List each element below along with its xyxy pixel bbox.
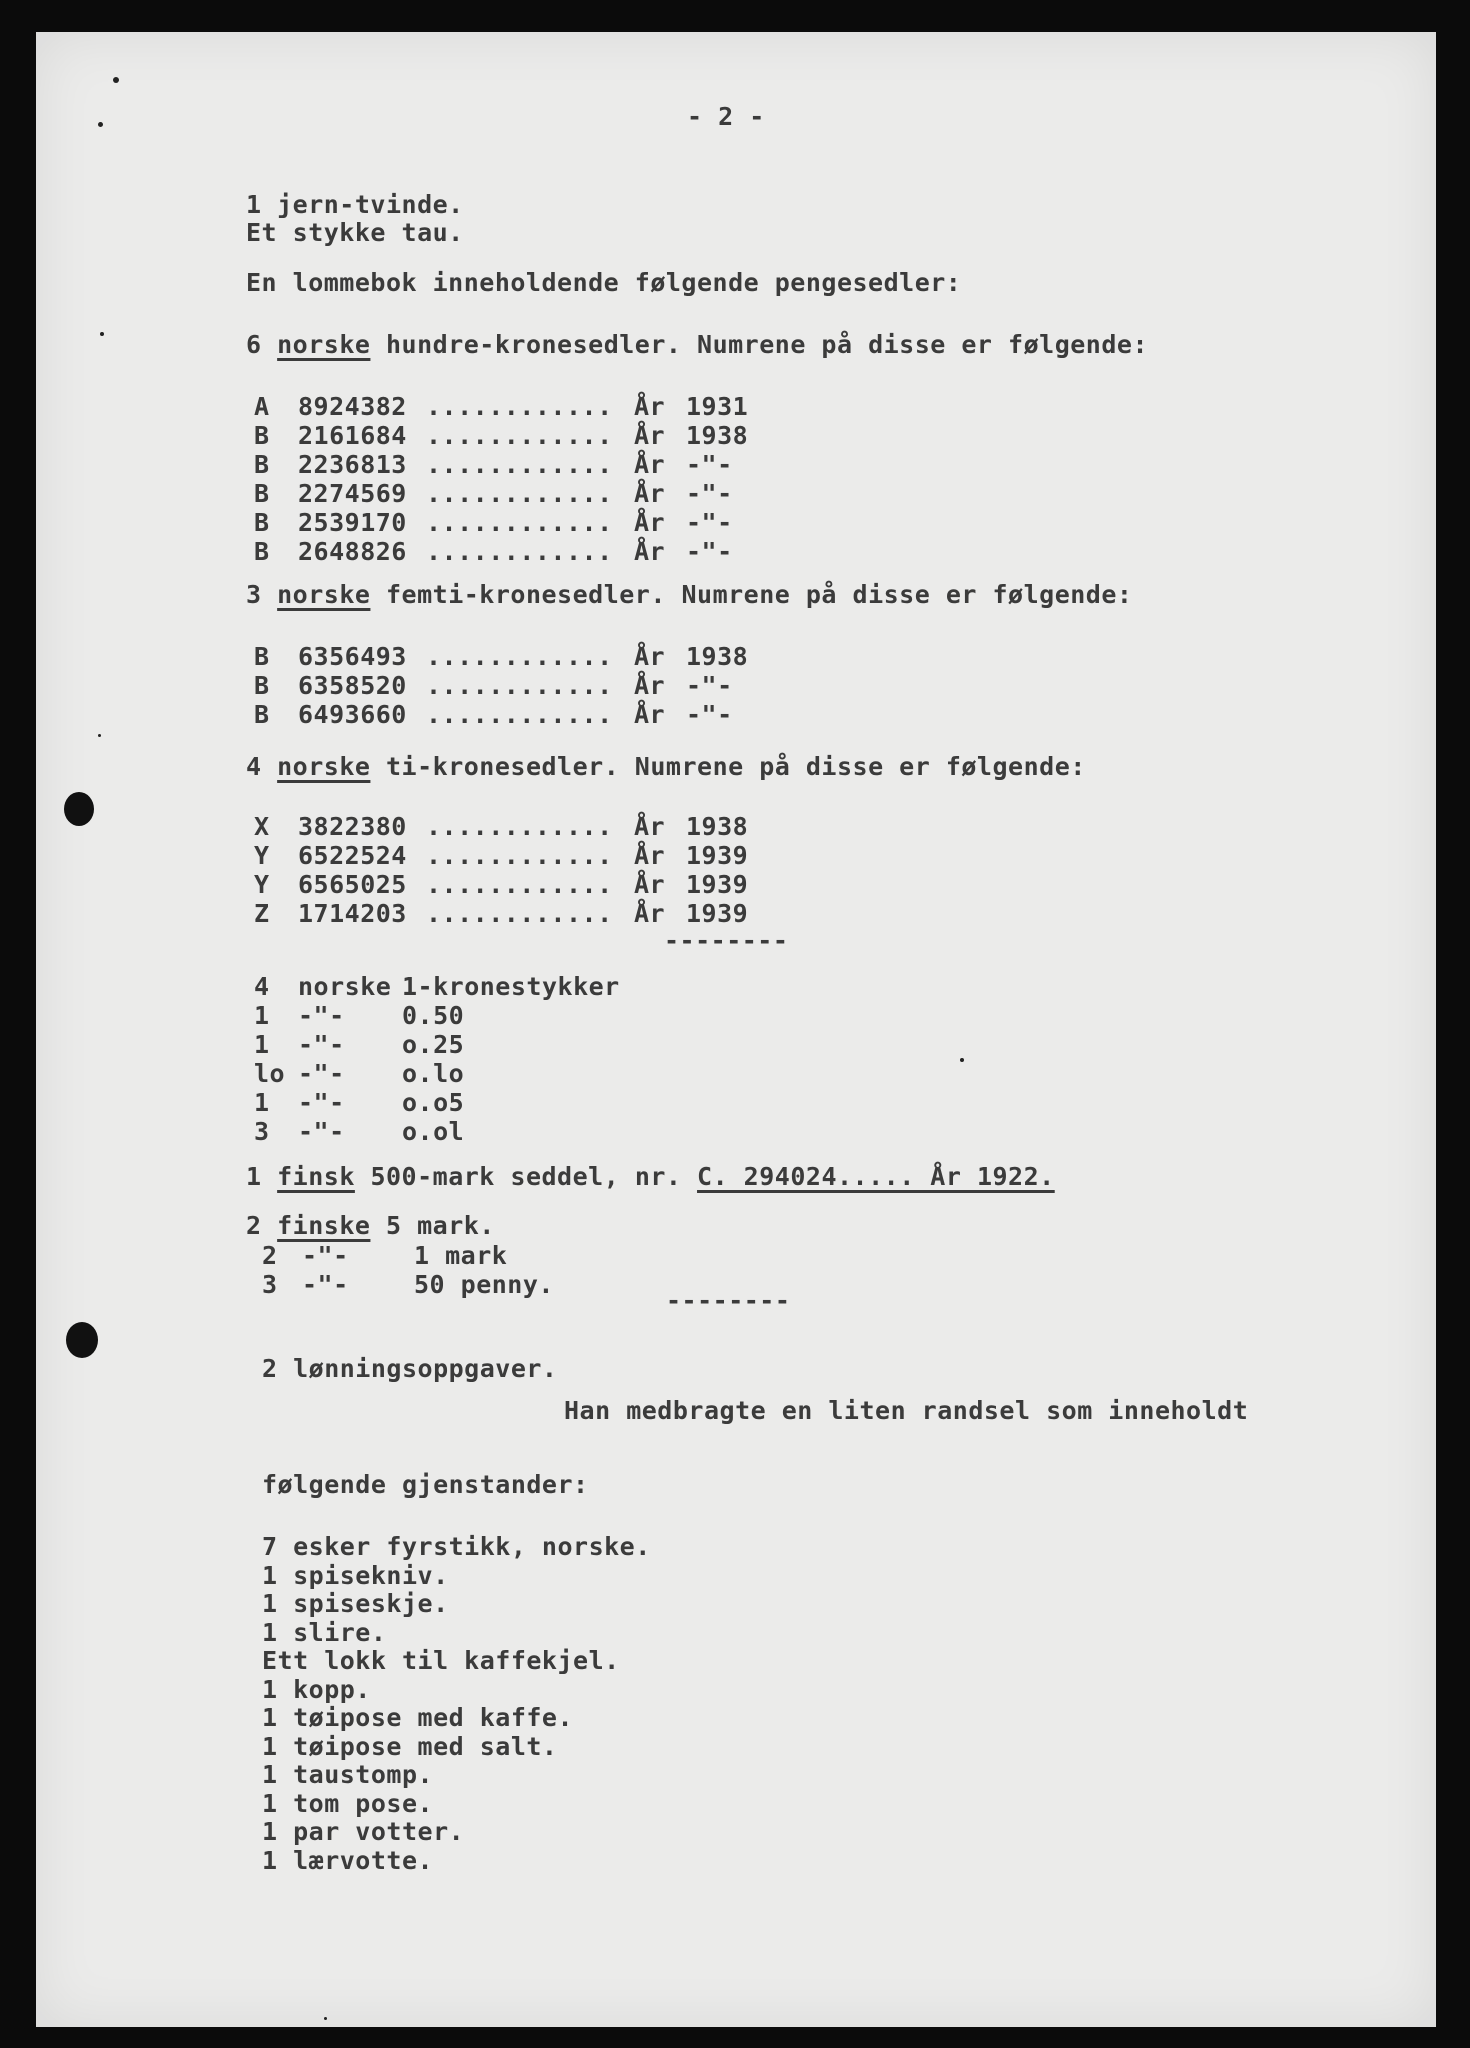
note-number: 6522524 [298, 841, 407, 870]
backpack-item: 1 spisekniv. [262, 1560, 449, 1590]
note-series: B [254, 508, 270, 537]
note-dots: ............ [426, 870, 613, 899]
fifty-heading [246, 580, 1132, 609]
backpack-item: 1 par votter. [262, 1817, 465, 1846]
note-number: 2161684 [298, 421, 407, 450]
note-dots: ............ [426, 479, 613, 508]
coin-qty: 1 [254, 1001, 270, 1030]
note-year-label: År [634, 899, 666, 928]
payslips-line: 2 lønningsoppgaver. [262, 1354, 558, 1383]
finnish-coin-value: 1 mark [414, 1241, 508, 1270]
note-series: Z [254, 899, 270, 928]
backpack-item: 1 slire. [262, 1617, 387, 1647]
note-series: B [254, 642, 270, 671]
note-year: -"- [686, 479, 733, 508]
coin-value: 0.50 [402, 1001, 465, 1030]
speck [324, 2017, 327, 2020]
note-year: -"- [686, 671, 733, 700]
backpack-heading: følgende gjenstander: [262, 1470, 589, 1499]
backpack-item: 1 lærvotte. [262, 1845, 434, 1875]
note-year-label: År [634, 700, 666, 729]
note-year-label: År [634, 450, 666, 479]
hundred-rest: hundre-kronesedler. Numrene på disse er følgende: [370, 330, 1149, 359]
finnish-coin-qty: 2 [262, 1241, 278, 1270]
note-dots: ............ [426, 421, 613, 450]
note-series: Y [254, 870, 270, 899]
note-year-label: År [634, 508, 666, 537]
note-year-label: År [634, 671, 666, 700]
note-series: B [254, 671, 270, 700]
finnish-coins-line [246, 1211, 495, 1240]
note-dots: ............ [426, 508, 613, 537]
finnish-note-reference: C. 294024..... År 1922. [697, 1162, 1055, 1191]
coin-qty: 1 [254, 1030, 270, 1059]
note-number: 6358520 [298, 671, 407, 700]
coin-kind: -"- [298, 1117, 345, 1146]
note-series: X [254, 812, 270, 841]
fifty-rest: femti-kronesedler. Numrene på disse er følgende: [370, 580, 1133, 609]
coin-value: o.lo [402, 1059, 465, 1088]
note-year: 1939 [686, 870, 749, 899]
coin-kind: -"- [298, 1030, 345, 1059]
hundred-adjective: norske [277, 330, 371, 359]
note-number: 6356493 [298, 642, 407, 671]
finnish-note-line [246, 1162, 1055, 1191]
note-year-label: År [634, 537, 666, 566]
note-series: B [254, 479, 270, 508]
note-year: -"- [686, 537, 733, 566]
separator: -------- [664, 926, 789, 955]
note-year: 1938 [686, 421, 749, 450]
note-number: 2539170 [298, 508, 407, 537]
ten-heading [246, 752, 1086, 781]
note-dots: ............ [426, 841, 613, 870]
document-page [36, 32, 1436, 2027]
coin-value: o.ol [402, 1117, 465, 1146]
backpack-item: 1 taustomp. [262, 1760, 434, 1789]
hundred-heading [246, 330, 1148, 359]
note-number: 6565025 [298, 870, 407, 899]
intro-line: Et stykke tau. [246, 218, 464, 247]
note-year-label: År [634, 870, 666, 899]
finnish-coin-qty: 3 [262, 1270, 278, 1299]
note-series: B [254, 537, 270, 566]
coin-kind: -"- [298, 1088, 345, 1117]
note-number: 2236813 [298, 450, 407, 479]
note-dots: ............ [426, 700, 613, 729]
coin-kind: norske [298, 972, 392, 1001]
finnish-note-count: 1 [246, 1162, 262, 1191]
coin-value: o.o5 [402, 1088, 465, 1117]
backpack-item: 7 esker fyrstikk, norske. [262, 1532, 651, 1561]
speck [100, 332, 104, 336]
note-dots: ............ [426, 642, 613, 671]
intro-line: 1 jern-tvinde. [246, 190, 464, 219]
note-number: 3822380 [298, 812, 407, 841]
note-year: 1939 [686, 841, 749, 870]
finnish-note-adjective: finsk [277, 1162, 355, 1191]
fifty-count: 3 [246, 580, 262, 609]
note-number: 1714203 [298, 899, 407, 928]
speck [98, 734, 101, 737]
speck [960, 1058, 964, 1062]
ten-count: 4 [246, 752, 262, 781]
coin-qty: 1 [254, 1088, 270, 1117]
note-year: 1931 [686, 392, 749, 421]
backpack-item: 1 tøipose med salt. [262, 1731, 558, 1761]
note-dots: ............ [426, 450, 613, 479]
note-year: -"- [686, 508, 733, 537]
finnish-coin-kind: -"- [302, 1270, 349, 1299]
note-year: 1938 [686, 642, 749, 671]
note-year-label: År [634, 841, 666, 870]
backpack-item: 1 tøipose med kaffe. [262, 1703, 574, 1732]
ten-adjective: norske [277, 752, 371, 781]
note-number: 6493660 [298, 700, 407, 729]
separator-2: -------- [666, 1286, 791, 1315]
note-year-label: År [634, 392, 666, 421]
finnish-coins-first-value: 5 mark. [370, 1211, 495, 1240]
note-dots: ............ [426, 812, 613, 841]
note-series: A [254, 392, 270, 421]
speck [98, 122, 103, 127]
ten-rest: ti-kronesedler. Numrene på disse er følgende: [370, 752, 1086, 781]
note-year-label: År [634, 642, 666, 671]
wallet-heading: En lommebok inneholdende følgende pengesedler: [246, 268, 962, 297]
note-number: 2648826 [298, 537, 407, 566]
note-series: B [254, 700, 270, 729]
page-number: - 2 - [687, 102, 765, 131]
coin-qty: lo [254, 1059, 286, 1088]
hundred-count: 6 [246, 330, 262, 359]
note-number: 8924382 [298, 392, 407, 421]
finnish-coins-adjective: finske [277, 1211, 371, 1240]
finnish-coin-value: 50 penny. [414, 1270, 554, 1299]
note-dots: ............ [426, 537, 613, 566]
note-dots: ............ [426, 671, 613, 700]
note-series: Y [254, 841, 270, 870]
coin-qty: 3 [254, 1117, 270, 1146]
coin-qty: 4 [254, 972, 270, 1001]
coin-value: o.25 [402, 1030, 465, 1059]
speck [113, 77, 119, 83]
note-year: -"- [686, 450, 733, 479]
note-series: B [254, 450, 270, 479]
finnish-coins-count: 2 [246, 1211, 262, 1240]
coin-kind: -"- [298, 1001, 345, 1030]
note-year: -"- [686, 700, 733, 729]
note-year: 1938 [686, 812, 749, 841]
ink-blot [64, 792, 94, 826]
note-series: B [254, 421, 270, 450]
finnish-coin-kind: -"- [302, 1241, 349, 1270]
note-year-label: År [634, 479, 666, 508]
fifty-adjective: norske [277, 580, 371, 609]
finnish-note-middle: 500-mark seddel, nr. [354, 1162, 698, 1191]
note-year-label: År [634, 421, 666, 450]
coin-value: 1-kronestykker [402, 972, 620, 1001]
backpack-item: Ett lokk til kaffekjel. [262, 1646, 620, 1675]
coin-kind: -"- [298, 1059, 345, 1088]
backpack-item: 1 kopp. [262, 1674, 371, 1704]
ink-blot [66, 1322, 98, 1358]
note-dots: ............ [426, 392, 613, 421]
note-year: 1939 [686, 899, 749, 928]
note-dots: ............ [426, 899, 613, 928]
note-year-label: År [634, 812, 666, 841]
note-number: 2274569 [298, 479, 407, 508]
backpack-item: 1 spiseskje. [262, 1589, 449, 1618]
backpack-item: 1 tom pose. [262, 1788, 434, 1818]
backpack-line: Han medbragte en liten randsel som inneholdt [564, 1396, 1249, 1425]
